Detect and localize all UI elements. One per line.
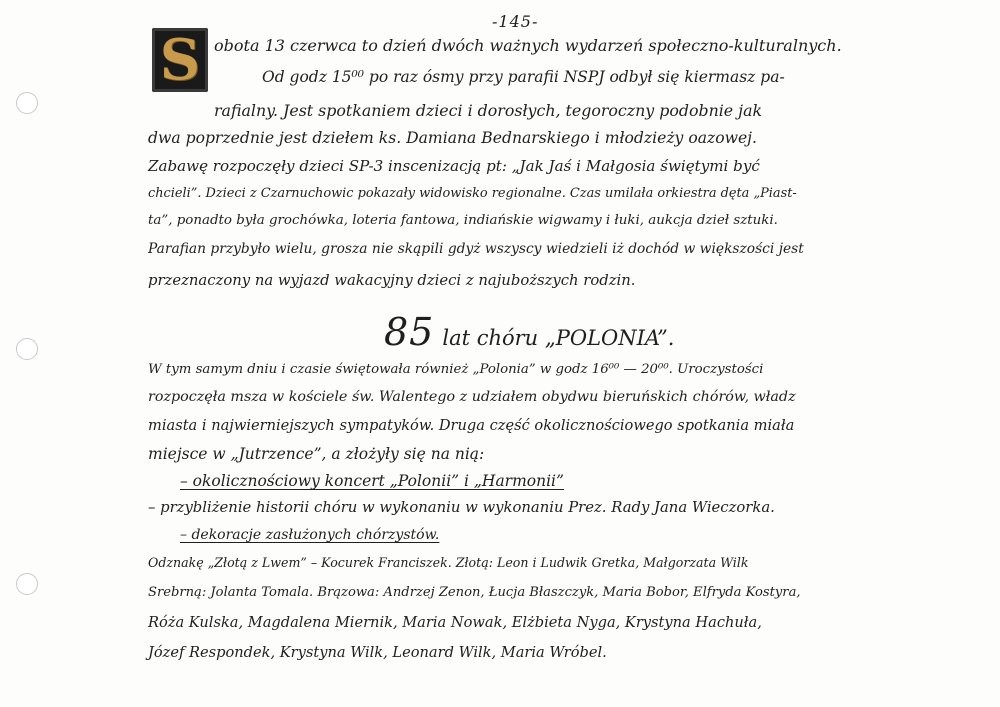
section2-line-4: miejsce w „Jutrzence”, a złożyły się na nią: — [148, 445, 485, 463]
heading-number: 85 — [384, 310, 435, 354]
page-number: -145- — [492, 12, 539, 31]
initial-letter: S — [159, 27, 201, 93]
section1-line-6: chcieli”. Dzieci z Czarnuchowic pokazały widowisko regionalne. Czas umilała orkiestra dęta „Piast- — [148, 186, 797, 201]
section2-line-2: rozpoczęła msza w kościele św. Walentego z udziałem obydwu bieruńskich chórów, władz — [148, 389, 796, 405]
section2-line-9: Srebrną: Jolanta Tomala. Brązowa: Andrzej Zenon, Łucja Błaszczyk, Maria Bobor, Elfryda Kostyra, — [148, 585, 801, 600]
section1-line-7: ta”, ponadto była grochówka, loteria fantowa, indiańskie wigwamy i łuki, aukcja dzieł sztuki. — [148, 213, 778, 228]
section2-line-11: Józef Respondek, Krystyna Wilk, Leonard Wilk, Maria Wróbel. — [148, 644, 607, 661]
section2-heading — [384, 310, 674, 354]
section1-line-4: dwa poprzednie jest dziełem ks. Damiana Bednarskiego i młodzieży oazowej. — [148, 129, 757, 147]
section1-line-3: rafialny. Jest spotkaniem dzieci i dorosłych, tegoroczny podobnie jak — [214, 101, 763, 120]
section1-line-5: Zabawę rozpoczęły dzieci SP-3 inscenizacją pt: „Jak Jaś i Małgosia świętymi być — [148, 157, 760, 175]
section1-line-9: przeznaczony na wyjazd wakacyjny dzieci z najuboższych rodzin. — [148, 272, 636, 289]
section2-line-5: – okolicznościowy koncert „Polonii” i „Harmonii” — [180, 472, 564, 490]
section1-line-2: Od godz 15⁰⁰ po raz ósmy przy parafii NSPJ odbył się kiermasz pa- — [262, 68, 785, 86]
binder-hole-bottom — [16, 573, 38, 595]
section2-line-8: Odznakę „Złotą z Lwem” – Kocurek Franciszek. Złotą: Leon i Ludwik Gretka, Małgorzata Wilk — [148, 555, 749, 570]
illuminated-initial — [152, 28, 208, 92]
binder-hole-top — [16, 92, 38, 114]
section1-line-1: obota 13 czerwca to dzień dwóch ważnych wydarzeń społeczno-kulturalnych. — [214, 36, 842, 55]
section2-line-10: Róża Kulska, Magdalena Miernik, Maria Nowak, Elżbieta Nyga, Krystyna Hachuła, — [148, 614, 762, 631]
section2-line-7: – dekoracje zasłużonych chórzystów. — [180, 527, 440, 543]
section2-line-1: W tym samym dniu i czasie świętowała również „Polonia” w godz 16⁰⁰ — 20⁰⁰. Uroczystości — [148, 362, 764, 377]
section1-line-8: Parafian przybyło wielu, grosza nie skąpili gdyż wszyscy wiedzieli iż dochód w większości jest — [148, 241, 804, 257]
heading-text: lat chóru „POLONIA”. — [442, 326, 675, 350]
section2-line-6: – przybliżenie historii chóru w wykonaniu w wykonaniu Prez. Rady Jana Wieczorka. — [148, 499, 775, 516]
binder-hole-middle — [16, 338, 38, 360]
section2-line-3: miasta i najwierniejszych sympatyków. Druga część okolicznościowego spotkania miała — [148, 417, 795, 434]
